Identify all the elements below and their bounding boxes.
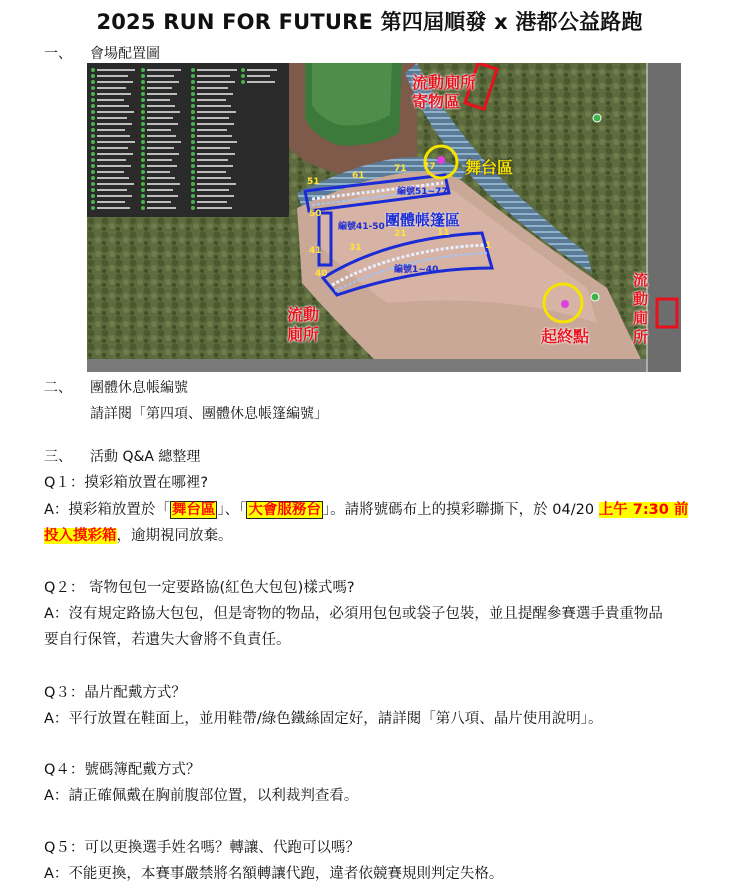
legend-dot-icon <box>91 188 95 192</box>
legend-text-line <box>147 87 172 89</box>
legend-text-line <box>197 105 231 107</box>
legend-row <box>141 188 187 192</box>
legend-row <box>141 200 187 204</box>
toilet-left-line2: 廁所 <box>287 325 320 344</box>
toilet-right-char2: 動 <box>633 290 649 308</box>
legend-text-line <box>147 105 175 107</box>
legend-dot-icon <box>91 164 95 168</box>
legend-text-line <box>147 159 172 161</box>
legend-row <box>91 176 137 180</box>
legend-dot-icon <box>141 182 145 186</box>
legend-dot-icon <box>141 80 145 84</box>
legend-row <box>141 158 187 162</box>
stadium-inner <box>312 63 392 126</box>
legend-row <box>191 200 237 204</box>
legend-row <box>91 74 137 78</box>
legend-text-line <box>147 207 176 209</box>
legend-dot-icon <box>141 140 145 144</box>
legend-text-line <box>147 93 177 95</box>
legend-dot-icon <box>141 206 145 210</box>
tent-numbers-1-40: 編號1~40 <box>394 265 439 275</box>
legend-row <box>191 194 237 198</box>
legend-row <box>191 74 237 78</box>
legend-row <box>191 140 237 144</box>
legend-dot-icon <box>91 128 95 132</box>
legend-text-line <box>147 141 181 143</box>
section-1-label: 會場配置圖 <box>90 46 160 62</box>
legend-text-line <box>197 81 235 83</box>
legend-dot-icon <box>141 92 145 96</box>
legend-row <box>91 92 137 96</box>
legend-row <box>91 86 137 90</box>
legend-row <box>191 170 237 174</box>
start-finish-label: 起終點 <box>541 327 590 346</box>
legend-row <box>191 206 237 210</box>
legend-dot-icon <box>91 140 95 144</box>
legend-dot-icon <box>91 74 95 78</box>
legend-row <box>141 176 187 180</box>
toilet-right-char1: 流 <box>633 271 649 289</box>
legend-dot-icon <box>191 176 195 180</box>
legend-text-line <box>197 129 227 131</box>
tent-number: 51 <box>307 177 320 187</box>
legend-row <box>141 104 187 108</box>
legend-dot-icon <box>141 164 145 168</box>
tent-number: 21 <box>394 229 407 239</box>
q1-answer-mid: 」、「 <box>217 502 247 518</box>
legend-text-line <box>197 195 234 197</box>
legend-row <box>191 134 237 138</box>
legend-dot-icon <box>91 104 95 108</box>
legend-dot-icon <box>141 98 145 102</box>
legend-row <box>91 128 137 132</box>
legend-text-line <box>197 69 237 71</box>
q4-question: Q４：號碼簿配戴方式？ <box>44 762 201 778</box>
legend-text-line <box>97 183 134 185</box>
legend-dot-icon <box>191 92 195 96</box>
legend-row <box>191 158 237 162</box>
legend-text-line <box>97 165 131 167</box>
toilet-storage-label <box>412 73 476 111</box>
q5-question: Q５：可以更換選手姓名嗎？轉讓、代跑可以嗎？ <box>44 840 360 856</box>
legend-row <box>241 74 287 78</box>
legend-row <box>91 146 137 150</box>
tent-numbers-51-77: 編號51~77 <box>397 187 448 197</box>
legend-row <box>91 116 137 120</box>
q1-question: Q１：摸彩箱放置在哪裡? <box>44 475 209 491</box>
legend-text-line <box>147 195 178 197</box>
legend-text-line <box>197 189 229 191</box>
legend-dot-icon <box>191 98 195 102</box>
q3-question: Q３：晶片配戴方式？ <box>44 685 186 701</box>
legend-dot-icon <box>141 176 145 180</box>
legend-text-line <box>97 75 128 77</box>
legend-dot-icon <box>141 74 145 78</box>
legend-dot-icon <box>91 146 95 150</box>
legend-text-line <box>197 75 230 77</box>
legend-dot-icon <box>141 128 145 132</box>
legend-row <box>191 176 237 180</box>
legend-row <box>141 86 187 90</box>
legend-dot-icon <box>141 110 145 114</box>
legend-dot-icon <box>91 194 95 198</box>
legend-dot-icon <box>191 110 195 114</box>
legend-dot-icon <box>91 86 95 90</box>
legend-dot-icon <box>191 182 195 186</box>
legend-text-line <box>97 135 130 137</box>
legend-text-line <box>97 141 135 143</box>
legend-text-line <box>147 147 174 149</box>
legend-row <box>191 128 237 132</box>
legend-dot-icon <box>191 80 195 84</box>
legend-text-line <box>197 87 228 89</box>
legend-dot-icon <box>91 98 95 102</box>
legend-dot-icon <box>191 200 195 204</box>
legend-row <box>191 92 237 96</box>
legend-dot-icon <box>91 122 95 126</box>
section-3-label: 活動 Q&A 總整理 <box>90 449 201 465</box>
legend-dot-icon <box>91 200 95 204</box>
legend-text-line <box>97 69 135 71</box>
tent-number: 31 <box>349 243 362 253</box>
venue-map <box>87 63 681 372</box>
start-finish-marker <box>561 300 569 308</box>
legend-row <box>191 164 237 168</box>
legend-row <box>191 98 237 102</box>
legend-row <box>91 110 137 114</box>
legend-text-line <box>197 111 236 113</box>
legend-row <box>191 68 237 72</box>
legend-text-line <box>197 135 232 137</box>
legend-dot-icon <box>91 134 95 138</box>
legend-text-line <box>97 171 124 173</box>
legend-text-line <box>147 165 177 167</box>
legend-dot-icon <box>191 104 195 108</box>
legend-dot-icon <box>91 176 95 180</box>
tent-number: 61 <box>352 171 365 181</box>
legend-text-line <box>197 159 228 161</box>
legend-text-line <box>197 201 227 203</box>
legend-dot-icon <box>191 116 195 120</box>
legend-row <box>91 194 137 198</box>
legend-text-line <box>197 123 234 125</box>
legend-row <box>241 68 287 72</box>
legend-dot-icon <box>141 122 145 126</box>
legend-row <box>191 122 237 126</box>
legend-dot-icon <box>141 158 145 162</box>
legend-dot-icon <box>91 68 95 72</box>
legend-text-line <box>147 183 180 185</box>
legend-row <box>141 140 187 144</box>
legend-row <box>191 188 237 192</box>
legend-row <box>91 164 137 168</box>
legend-row <box>191 110 237 114</box>
legend-row <box>241 80 287 84</box>
location-pin-icon-2 <box>593 114 601 122</box>
legend-row <box>91 122 137 126</box>
section-3-number: 三、 <box>44 449 72 465</box>
q1-highlight-time: 上午 7:30 前 <box>598 502 689 518</box>
legend-text-line <box>97 99 124 101</box>
legend-dot-icon <box>141 68 145 72</box>
legend-text-line <box>147 135 176 137</box>
q2-answer-line1: A：沒有規定路協大包包，但是寄物的物品，必須用包包或袋子包裝，並且提醒參賽選手貴重物品 <box>44 606 663 622</box>
legend-row <box>141 164 187 168</box>
legend-row <box>191 182 237 186</box>
legend-text-line <box>97 159 126 161</box>
q2-question: Q２： 寄物包包一定要路協(紅色大包包)樣式嗎? <box>44 580 355 596</box>
legend-dot-icon <box>91 92 95 96</box>
section-2-heading <box>44 377 188 397</box>
legend-row <box>141 146 187 150</box>
legend-dot-icon <box>91 110 95 114</box>
legend-text-line <box>147 69 181 71</box>
stage-marker <box>437 156 445 164</box>
location-pin-icon <box>591 293 599 301</box>
legend-dot-icon <box>191 122 195 126</box>
legend-dot-icon <box>91 170 95 174</box>
tent-number: 71 <box>394 164 407 174</box>
legend-row <box>91 68 137 72</box>
legend-row <box>91 206 137 210</box>
tent-number: 41 <box>309 246 322 256</box>
tent-number: 11 <box>437 228 450 238</box>
legend-dot-icon <box>191 170 195 174</box>
legend-dot-icon <box>91 116 95 120</box>
q1-answer-end: ，逾期視同放棄。 <box>116 528 233 544</box>
legend-text-line <box>97 111 134 113</box>
tent-numbers-41-50: 編號41-50 <box>338 222 385 232</box>
legend-dot-icon <box>191 194 195 198</box>
legend-dot-icon <box>191 164 195 168</box>
legend-row <box>191 86 237 90</box>
legend-row <box>91 182 137 186</box>
tent-number: 50 <box>309 209 322 219</box>
q3-answer: A：平行放置在鞋面上，並用鞋帶/綠色鐵絲固定好，請詳閱「第八項、晶片使用說明」。 <box>44 711 603 727</box>
legend-text-line <box>197 153 235 155</box>
road-bottom <box>87 359 681 372</box>
legend-dot-icon <box>141 134 145 138</box>
legend-text-line <box>97 81 133 83</box>
legend-text-line <box>247 81 275 83</box>
legend-dot-icon <box>141 104 145 108</box>
legend-dot-icon <box>191 68 195 72</box>
legend-row <box>141 170 187 174</box>
legend-dot-icon <box>191 152 195 156</box>
tent-number: 77 <box>423 162 436 172</box>
legend-dot-icon <box>191 128 195 132</box>
legend-dot-icon <box>91 80 95 84</box>
legend-text-line <box>147 117 173 119</box>
toilet-left-line1: 流動 <box>287 305 320 324</box>
legend-row <box>141 98 187 102</box>
toilet-right-char3: 廁 <box>633 309 649 327</box>
section-2-number: 二、 <box>44 380 72 396</box>
storage-label: 寄物區 <box>412 92 461 111</box>
legend-row <box>91 104 137 108</box>
legend-row <box>141 80 187 84</box>
legend-text-line <box>97 147 128 149</box>
legend-dot-icon <box>191 206 195 210</box>
legend-row <box>191 146 237 150</box>
legend-text-line <box>197 147 230 149</box>
legend-text-line <box>97 153 133 155</box>
section-1-heading <box>44 43 160 63</box>
toilet-label: 流動廁所 <box>412 73 477 92</box>
tent-number: 40 <box>315 269 328 279</box>
legend-row <box>141 116 187 120</box>
legend-text-line <box>147 111 180 113</box>
q1-answer-line2 <box>44 524 233 545</box>
legend-dot-icon <box>141 194 145 198</box>
legend-text-line <box>147 171 170 173</box>
q1-highlight-service-desk: 大會服務台 <box>248 502 321 518</box>
section-3-heading <box>44 446 200 466</box>
legend-dot-icon <box>141 116 145 120</box>
legend-dot-icon <box>191 140 195 144</box>
legend-text-line <box>147 201 171 203</box>
legend-row <box>141 110 187 114</box>
legend-text-line <box>97 123 132 125</box>
q2-answer-line2: 要自行保管，若遺失大會將不負責任。 <box>44 632 291 648</box>
legend-dot-icon <box>91 182 95 186</box>
legend-text-line <box>97 201 125 203</box>
legend-row <box>91 170 137 174</box>
legend-dot-icon <box>191 134 195 138</box>
legend-text-line <box>97 189 127 191</box>
legend-text-line <box>247 75 270 77</box>
legend-dot-icon <box>141 200 145 204</box>
legend-text-line <box>147 75 174 77</box>
legend-text-line <box>97 207 130 209</box>
legend-row <box>91 140 137 144</box>
map-legend <box>87 63 289 217</box>
legend-text-line <box>97 177 129 179</box>
legend-text-line <box>197 99 226 101</box>
legend-text-line <box>97 87 126 89</box>
legend-row <box>91 134 137 138</box>
legend-text-line <box>97 93 131 95</box>
legend-row <box>141 122 187 126</box>
legend-dot-icon <box>141 170 145 174</box>
legend-row <box>191 152 237 156</box>
legend-row <box>191 80 237 84</box>
section-1-number: 一、 <box>44 46 72 62</box>
legend-dot-icon <box>191 86 195 90</box>
legend-row <box>141 152 187 156</box>
legend-dot-icon <box>91 206 95 210</box>
legend-dot-icon <box>141 152 145 156</box>
legend-dot-icon <box>91 152 95 156</box>
tent-number: 1 <box>485 241 492 251</box>
legend-text-line <box>197 183 236 185</box>
legend-row <box>141 68 187 72</box>
legend-row <box>141 74 187 78</box>
toilet-right-label <box>633 271 648 347</box>
legend-dot-icon <box>241 68 245 72</box>
legend-dot-icon <box>141 86 145 90</box>
legend-text-line <box>147 153 179 155</box>
legend-dot-icon <box>241 74 245 78</box>
toilet-right-char4: 所 <box>633 328 649 346</box>
legend-dot-icon <box>241 80 245 84</box>
legend-dot-icon <box>191 74 195 78</box>
legend-dot-icon <box>141 146 145 150</box>
toilet-left-label <box>287 305 319 345</box>
legend-text-line <box>147 189 173 191</box>
legend-text-line <box>147 81 179 83</box>
legend-text-line <box>97 195 132 197</box>
legend-row <box>91 98 137 102</box>
legend-text-line <box>97 129 125 131</box>
q4-answer: A：請正確佩戴在胸前腹部位置，以利裁判查看。 <box>44 788 359 804</box>
q1-highlight-stage: 舞台區 <box>171 502 216 518</box>
legend-text-line <box>97 117 127 119</box>
legend-text-line <box>197 177 231 179</box>
q1-answer-line1 <box>44 498 688 519</box>
page-title: 2025 RUN FOR FUTURE 第四屆順發 x 港都公益路跑 <box>96 10 643 34</box>
legend-text-line <box>197 93 233 95</box>
legend-row <box>141 194 187 198</box>
legend-dot-icon <box>91 158 95 162</box>
legend-text-line <box>197 207 232 209</box>
legend-row <box>191 104 237 108</box>
legend-text-line <box>147 123 178 125</box>
legend-row <box>141 182 187 186</box>
group-tent-area-label: 團體帳篷區 <box>385 211 461 229</box>
legend-text-line <box>197 165 233 167</box>
legend-dot-icon <box>191 146 195 150</box>
q5-answer: A：不能更換，本賽事嚴禁將名額轉讓代跑，違者依競賽規則判定失格。 <box>44 866 504 882</box>
legend-dot-icon <box>191 188 195 192</box>
legend-row <box>91 158 137 162</box>
legend-row <box>91 188 137 192</box>
legend-row <box>141 206 187 210</box>
section-2-label: 團體休息帳編號 <box>90 380 188 396</box>
legend-row <box>141 134 187 138</box>
legend-text-line <box>197 117 229 119</box>
legend-dot-icon <box>141 188 145 192</box>
legend-text-line <box>147 99 170 101</box>
legend-row <box>91 200 137 204</box>
legend-text-line <box>197 171 226 173</box>
stage-label: 舞台區 <box>465 158 514 177</box>
q1-answer-post: 」。請將號碼布上的摸彩聯撕下，於 04/20 <box>322 502 599 518</box>
legend-text-line <box>97 105 129 107</box>
legend-row <box>191 116 237 120</box>
q1-answer-pre: A：摸彩箱放置於「 <box>44 502 170 518</box>
legend-text-line <box>247 69 277 71</box>
legend-text-line <box>147 129 171 131</box>
section-2-detail: 請詳閱「第四項、團體休息帳篷編號」 <box>90 406 328 422</box>
legend-row <box>91 152 137 156</box>
legend-row <box>141 128 187 132</box>
legend-dot-icon <box>191 158 195 162</box>
legend-row <box>141 92 187 96</box>
legend-text-line <box>197 141 237 143</box>
legend-text-line <box>147 177 175 179</box>
q1-highlight-drop-box: 投入摸彩箱 <box>44 528 117 544</box>
legend-row <box>91 80 137 84</box>
